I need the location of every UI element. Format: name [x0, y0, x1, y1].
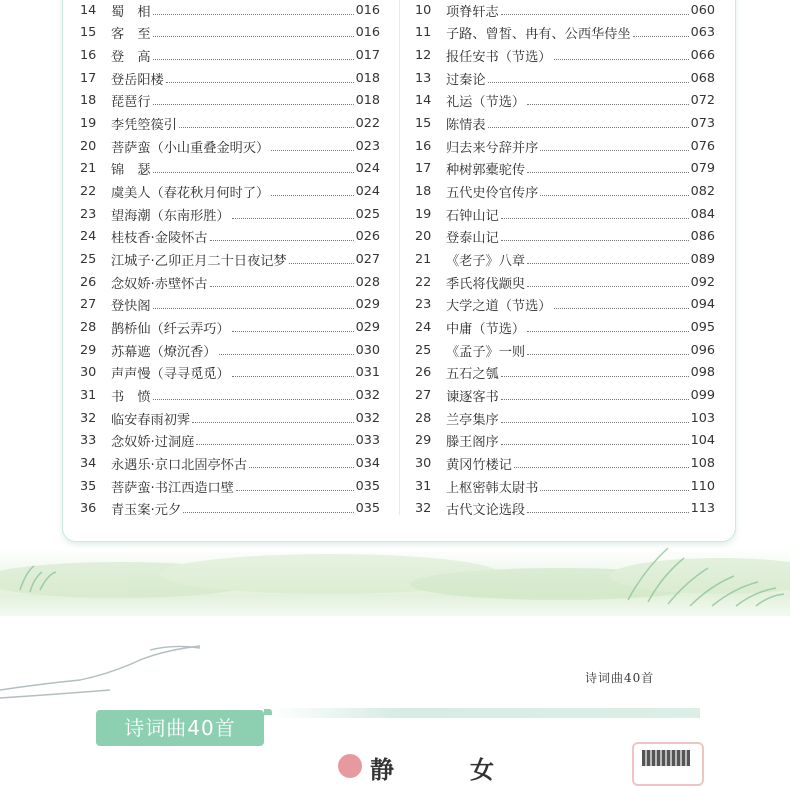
toc-entry-title: 李凭箜篌引 [111, 117, 177, 133]
toc-entry-number: 18 [80, 93, 97, 109]
toc-entry-title: 石钟山记 [446, 208, 499, 224]
toc-dot-leader [153, 308, 354, 309]
toc-entry-page: 104 [690, 433, 715, 449]
toc-entry-page: 073 [690, 115, 715, 131]
toc-entry-page: 089 [690, 251, 715, 267]
toc-entry-title: 项脊轩志 [446, 4, 499, 20]
toc-dot-leader [183, 512, 353, 513]
toc-entry-page: 018 [355, 70, 380, 86]
toc-entry-number: 26 [415, 365, 432, 381]
toc-dot-leader [527, 354, 688, 355]
toc-entry-number: 27 [80, 297, 97, 313]
toc-dot-leader [527, 331, 688, 332]
toc-entry-number: 14 [80, 2, 97, 18]
toc-dot-leader [540, 490, 688, 491]
toc-entry-page: 025 [355, 206, 380, 222]
section-tab: 诗词曲40首 [96, 710, 264, 746]
toc-entry [80, 407, 380, 429]
toc-entry-title: 桂枝香·金陵怀古 [111, 231, 208, 247]
toc-dot-leader [501, 376, 689, 377]
toc-entry-page: 032 [355, 410, 380, 426]
toc-entry [415, 407, 715, 429]
toc-entry-page: 016 [355, 25, 380, 41]
toc-entry-title: 菩萨蛮（小山重叠金明灭） [111, 140, 270, 156]
toc-dot-leader [527, 512, 688, 513]
toc-entry-title: 永遇乐·京口北固亭怀古 [111, 458, 248, 474]
toc-entry [415, 90, 715, 112]
toc-dot-leader [554, 59, 689, 60]
poem-title: 静 女 [370, 755, 520, 784]
toc-entry [80, 430, 380, 452]
toc-entry-page: 076 [690, 138, 715, 154]
toc-entry-number: 29 [80, 342, 97, 358]
toc-entry [415, 294, 715, 316]
toc-entry-page: 026 [355, 229, 380, 245]
toc-entry [80, 135, 380, 157]
qr-code [642, 750, 690, 766]
toc-entry-page: 027 [355, 251, 380, 267]
toc-entry [80, 203, 380, 225]
toc-entry [415, 112, 715, 134]
toc-entry-page: 099 [690, 388, 715, 404]
toc-entry-page: 082 [690, 183, 715, 199]
toc-dot-leader [153, 399, 354, 400]
toc-entry [80, 362, 380, 384]
toc-entry-page: 113 [690, 501, 715, 517]
toc-entry-number: 33 [80, 433, 97, 449]
toc-dot-leader [219, 354, 354, 355]
toc-dot-leader [501, 399, 689, 400]
running-header: 诗词曲40首 [585, 671, 655, 685]
toc-entry-page: 029 [355, 297, 380, 313]
toc-entry-page: 016 [355, 2, 380, 18]
toc-entry-page: 024 [355, 183, 380, 199]
toc-dot-leader [289, 263, 354, 264]
toc-entry-page: 094 [690, 297, 715, 313]
toc-entry-page: 092 [690, 274, 715, 290]
toc-entry-number: 19 [415, 206, 432, 222]
toc-entry [415, 203, 715, 225]
toc-entry [415, 362, 715, 384]
toc-entry-number: 21 [415, 251, 432, 267]
toc-entry-page: 018 [355, 93, 380, 109]
toc-entry-title: 望海潮（东南形胜） [111, 208, 230, 224]
toc-entry-title: 《孟子》一则 [446, 344, 526, 360]
toc-entry-page: 108 [690, 456, 715, 472]
toc-entry-page: 095 [690, 320, 715, 336]
toc-dot-leader [153, 36, 354, 37]
toc-entry-page: 029 [355, 320, 380, 336]
toc-entry-page: 096 [690, 342, 715, 358]
toc-dot-leader [153, 59, 354, 60]
toc-entry-number: 15 [80, 25, 97, 41]
toc-dot-leader [554, 308, 689, 309]
toc-entry-title: 锦 瑟 [111, 163, 151, 179]
toc-entry-title: 琵琶行 [111, 95, 151, 111]
toc-entry [415, 430, 715, 452]
toc-entry-number: 17 [80, 70, 97, 86]
toc-entry-number: 14 [415, 93, 432, 109]
toc-dot-leader [210, 240, 354, 241]
toc-entry-title: 《老子》八章 [446, 253, 526, 269]
toc-entry-title: 陈情表 [446, 117, 486, 133]
toc-entry-page: 098 [690, 365, 715, 381]
toc-entry [80, 271, 380, 293]
toc-entry-title: 江城子·乙卯正月二十日夜记梦 [111, 253, 287, 269]
toc-entry [415, 498, 715, 520]
toc-dot-leader [153, 172, 354, 173]
toc-entry-number: 18 [415, 183, 432, 199]
toc-entry-page: 063 [690, 25, 715, 41]
toc-entry-number: 24 [80, 229, 97, 245]
toc-entry-title: 大学之道（节选） [446, 299, 552, 315]
toc-entry-title: 黄冈竹楼记 [446, 458, 512, 474]
toc-entry-page: 035 [355, 478, 380, 494]
toc-entry-number: 31 [415, 478, 432, 494]
toc-entry [415, 67, 715, 89]
toc-entry-number: 10 [415, 2, 432, 18]
toc-entry [415, 158, 715, 180]
toc-entry-title: 谏逐客书 [446, 390, 499, 406]
toc-entry [415, 0, 715, 21]
toc-entry [80, 44, 380, 66]
toc-entry-number: 35 [80, 478, 97, 494]
toc-dot-leader [527, 286, 688, 287]
toc-dot-leader [249, 467, 353, 468]
toc-entry [415, 135, 715, 157]
toc-dot-leader [179, 127, 354, 128]
toc-entry [415, 385, 715, 407]
toc-entry-page: 068 [690, 70, 715, 86]
toc-entry-title: 蜀 相 [111, 4, 151, 20]
toc-entry-page: 084 [690, 206, 715, 222]
toc-entry-page: 035 [355, 501, 380, 517]
toc-entry-title: 中庸（节选） [446, 322, 526, 338]
toc-entry [80, 498, 380, 520]
toc-dot-leader [488, 82, 689, 83]
toc-entry-title: 虞美人（春花秋月何时了） [111, 185, 270, 201]
toc-entry-number: 17 [415, 161, 432, 177]
toc-entry-title: 客 至 [111, 27, 151, 43]
toc-entry-page: 079 [690, 161, 715, 177]
column-divider [399, 0, 400, 515]
toc-entry-page: 034 [355, 456, 380, 472]
toc-dot-leader [196, 444, 353, 445]
toc-entry-number: 32 [415, 501, 432, 517]
toc-entry-page: 032 [355, 388, 380, 404]
toc-entry [415, 271, 715, 293]
toc-entry-title: 古代文论选段 [446, 503, 526, 519]
toc-dot-leader [527, 104, 688, 105]
toc-entry-number: 25 [80, 251, 97, 267]
toc-dot-leader [501, 444, 689, 445]
toc-entry [80, 226, 380, 248]
toc-entry-number: 23 [415, 297, 432, 313]
toc-entry [80, 385, 380, 407]
toc-dot-leader [501, 240, 689, 241]
toc-entry-number: 13 [415, 70, 432, 86]
toc-entry-title: 念奴娇·赤壁怀古 [111, 276, 208, 292]
toc-entry-number: 11 [415, 25, 432, 41]
header-rule [268, 708, 700, 718]
toc-entry [415, 339, 715, 361]
toc-entry-title: 五石之瓠 [446, 367, 499, 383]
section-tab-cap [264, 709, 272, 715]
toc-entry-title: 种树郭橐驼传 [446, 163, 526, 179]
toc-dot-leader [236, 490, 354, 491]
toc-entry [415, 22, 715, 44]
toc-entry-number: 29 [415, 433, 432, 449]
toc-entry-page: 103 [690, 410, 715, 426]
toc-entry-number: 28 [80, 320, 97, 336]
toc-entry [80, 158, 380, 180]
toc-entry-title: 滕王阁序 [446, 435, 499, 451]
toc-entry-number: 16 [415, 138, 432, 154]
toc-entry [80, 112, 380, 134]
toc-entry [415, 453, 715, 475]
toc-dot-leader [540, 195, 688, 196]
toc-entry-title: 登 高 [111, 49, 151, 65]
toc-dot-leader [271, 150, 353, 151]
toc-entry-number: 36 [80, 501, 97, 517]
toc-entry-title: 临安春雨初霁 [111, 412, 191, 428]
toc-entry-page: 072 [690, 93, 715, 109]
toc-entry-page: 023 [355, 138, 380, 154]
toc-dot-leader [210, 286, 354, 287]
toc-entry-number: 26 [80, 274, 97, 290]
toc-entry [80, 294, 380, 316]
toc-dot-leader [540, 150, 688, 151]
toc-entry-title: 礼运（节选） [446, 95, 526, 111]
toc-dot-leader [527, 172, 688, 173]
toc-entry-number: 28 [415, 410, 432, 426]
toc-dot-leader [192, 422, 353, 423]
toc-entry [415, 317, 715, 339]
toc-entry-number: 16 [80, 47, 97, 63]
toc-dot-leader [514, 467, 689, 468]
toc-dot-leader [527, 263, 688, 264]
toc-entry-title: 上枢密韩太尉书 [446, 480, 539, 496]
toc-dot-leader [232, 218, 354, 219]
toc-entry-title: 鹊桥仙（纤云弄巧） [111, 322, 230, 338]
toc-entry [415, 44, 715, 66]
toc-entry-page: 060 [690, 2, 715, 18]
toc-entry-number: 24 [415, 320, 432, 336]
toc-entry-number: 27 [415, 388, 432, 404]
toc-entry [80, 453, 380, 475]
toc-entry-title: 季氏将伐颛臾 [446, 276, 526, 292]
toc-entry-page: 017 [355, 47, 380, 63]
toc-entry [415, 475, 715, 497]
toc-entry [80, 317, 380, 339]
toc-entry-page: 033 [355, 433, 380, 449]
toc-entry-number: 12 [415, 47, 432, 63]
toc-entry-number: 25 [415, 342, 432, 358]
toc-dot-leader [633, 36, 689, 37]
toc-entry-page: 066 [690, 47, 715, 63]
toc-dot-leader [153, 14, 354, 15]
toc-dot-leader [153, 104, 354, 105]
toc-entry-title: 书 愤 [111, 390, 151, 406]
toc-entry-title: 登泰山记 [446, 231, 499, 247]
toc-entry [80, 339, 380, 361]
toc-dot-leader [271, 195, 353, 196]
toc-entry [80, 22, 380, 44]
toc-entry-title: 声声慢（寻寻觅觅） [111, 367, 230, 383]
toc-entry [415, 226, 715, 248]
toc-dot-leader [501, 422, 689, 423]
toc-entry-number: 15 [415, 115, 432, 131]
poem-number-badge [338, 754, 362, 778]
toc-entry-title: 过秦论 [446, 72, 486, 88]
toc-entry-page: 030 [355, 342, 380, 358]
toc-entry-title: 兰亭集序 [446, 412, 499, 428]
toc-entry [80, 0, 380, 21]
toc-dot-leader [232, 331, 354, 332]
toc-entry-title: 五代史伶官传序 [446, 185, 539, 201]
toc-entry [80, 90, 380, 112]
toc-entry [80, 475, 380, 497]
toc-entry-title: 登快阁 [111, 299, 151, 315]
toc-entry-number: 20 [80, 138, 97, 154]
toc-entry-title: 报任安书（节选） [446, 49, 552, 65]
toc-entry-title: 登岳阳楼 [111, 72, 164, 88]
toc-entry-page: 110 [690, 478, 715, 494]
toc-entry-number: 30 [80, 365, 97, 381]
toc-entry-page: 031 [355, 365, 380, 381]
toc-dot-leader [501, 14, 689, 15]
toc-entry-title: 归去来兮辞并序 [446, 140, 539, 156]
toc-entry-title: 子路、曾皙、冉有、公西华侍坐 [446, 27, 631, 43]
toc-entry-number: 19 [80, 115, 97, 131]
toc-entry-number: 23 [80, 206, 97, 222]
toc-entry-page: 022 [355, 115, 380, 131]
toc-entry-page: 028 [355, 274, 380, 290]
toc-dot-leader [166, 82, 354, 83]
toc-entry [80, 248, 380, 270]
toc-entry-number: 34 [80, 456, 97, 472]
toc-entry-title: 苏幕遮（燎沉香） [111, 344, 217, 360]
toc-entry-number: 30 [415, 456, 432, 472]
toc-entry-number: 22 [415, 274, 432, 290]
toc-entry-number: 31 [80, 388, 97, 404]
toc-entry-title: 青玉案·元夕 [111, 503, 182, 519]
toc-dot-leader [501, 218, 689, 219]
toc-entry-number: 32 [80, 410, 97, 426]
toc-entry-number: 21 [80, 161, 97, 177]
toc-entry-number: 22 [80, 183, 97, 199]
toc-entry [415, 248, 715, 270]
toc-entry-number: 20 [415, 229, 432, 245]
toc-entry-title: 念奴娇·过洞庭 [111, 435, 195, 451]
toc-dot-leader [232, 376, 354, 377]
toc-entry [80, 180, 380, 202]
toc-entry-title: 菩萨蛮·书江西造口壁 [111, 480, 234, 496]
toc-entry-page: 086 [690, 229, 715, 245]
toc-entry [80, 67, 380, 89]
toc-dot-leader [488, 127, 689, 128]
toc-entry-page: 024 [355, 161, 380, 177]
toc-entry [415, 180, 715, 202]
